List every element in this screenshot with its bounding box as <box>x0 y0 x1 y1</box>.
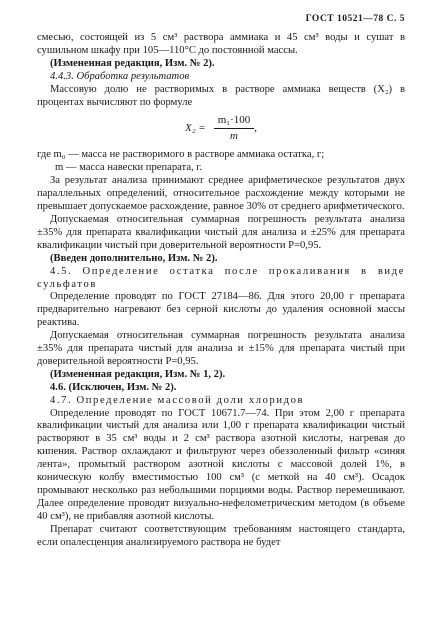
formula-trailing: , <box>254 121 258 134</box>
amendment-note: 4.6. (Исключен, Изм. № 2). <box>50 381 177 393</box>
formula-lhs: X₂ = <box>184 121 206 134</box>
paragraph: Препарат считают соответствующим требованиям настоящего стандарта, если опалесценция анализируемого раствора не будет <box>37 523 405 548</box>
running-head: ГОСТ 10521—78 С. 5 <box>305 14 405 24</box>
amendment-note: (Введен дополнительно, Изм. № 2). <box>50 252 218 264</box>
paragraph: За результат анализа принимают среднее арифметическое результатов двух параллельных определений, относительное расхождение между которыми не превышает допускаемое расхождение, равное 30% от среднего арифметического. <box>37 175 405 213</box>
formula-denominator: m <box>230 129 238 142</box>
section-heading: 4.7. Определение массовой доли хлоридов <box>50 394 305 406</box>
formula-numerator: m₁·100 <box>214 114 255 129</box>
formula-fraction <box>214 114 258 143</box>
paragraph: Определение проводят по ГОСТ 10671.7—74. При этом 2,00 г препарата квалификации чистый для анализа или 1,00 г препарата квалификации чистый растворяют в 35 см³ воды и 2 см³ раствора азотной кислоты, нагревая до кипения. Раствор охлаждают и фильтруют через обеззоленный фильтр «синяя лента», промытый раствором азотной кислоты с массовой долей 1%, в коническую колбу вместимостью 100 см³ (с меткой на 40 см³). Осадок промывают несколько раз небольшими порциями воды. Раствор перемешивают. Далее определение проводят визуально-нефелометрическим методом (в объеме 40 см³), не прибавляя азотной кислоты. <box>37 407 405 522</box>
amendment-note: (Измененная редакция, Изм. № 2). <box>50 57 215 69</box>
paragraph: Массовую долю не растворимых в растворе аммиака веществ (X₂) в процентах вычисляют по формуле <box>37 83 405 108</box>
amendment-note: (Измененная редакция, Изм. № 1, 2). <box>50 368 226 380</box>
paragraph: Допускаемая относительная суммарная погрешность результата анализа ±35% для препарата квалификации чистый для анализа и ±25% для препарата квалификации чистый при доверительной вероятности P=0,95. <box>37 213 405 251</box>
paragraph: где m₀ — масса не растворимого в растворе аммиака остатка, г; <box>37 149 325 161</box>
document-body <box>37 32 405 550</box>
formula <box>37 111 405 145</box>
section-heading: 4.4.3. Обработка результатов <box>50 70 190 82</box>
paragraph: m — масса навески препарата, г. <box>55 162 203 174</box>
section-heading: 4.5. Определение остатка после прокаливания в виде сульфатов <box>37 265 405 290</box>
paragraph: Допускаемая относительная суммарная погрешность результата анализа ±35% для препарата чистый для анализа и ±15% для препарата чистый при доверительной вероятности P=0,95. <box>37 330 405 367</box>
paragraph: Определение проводят по ГОСТ 27184—86. Для этого 20,00 г препарата предварительно нагревают без серной кислоты до удаления основной массы реактива. <box>37 291 405 329</box>
paragraph: смесью, состоящей из 5 см³ раствора аммиака и 45 см³ воды и сушат в сушильном шкафу при 105—110°С до постоянной массы. <box>37 32 405 56</box>
